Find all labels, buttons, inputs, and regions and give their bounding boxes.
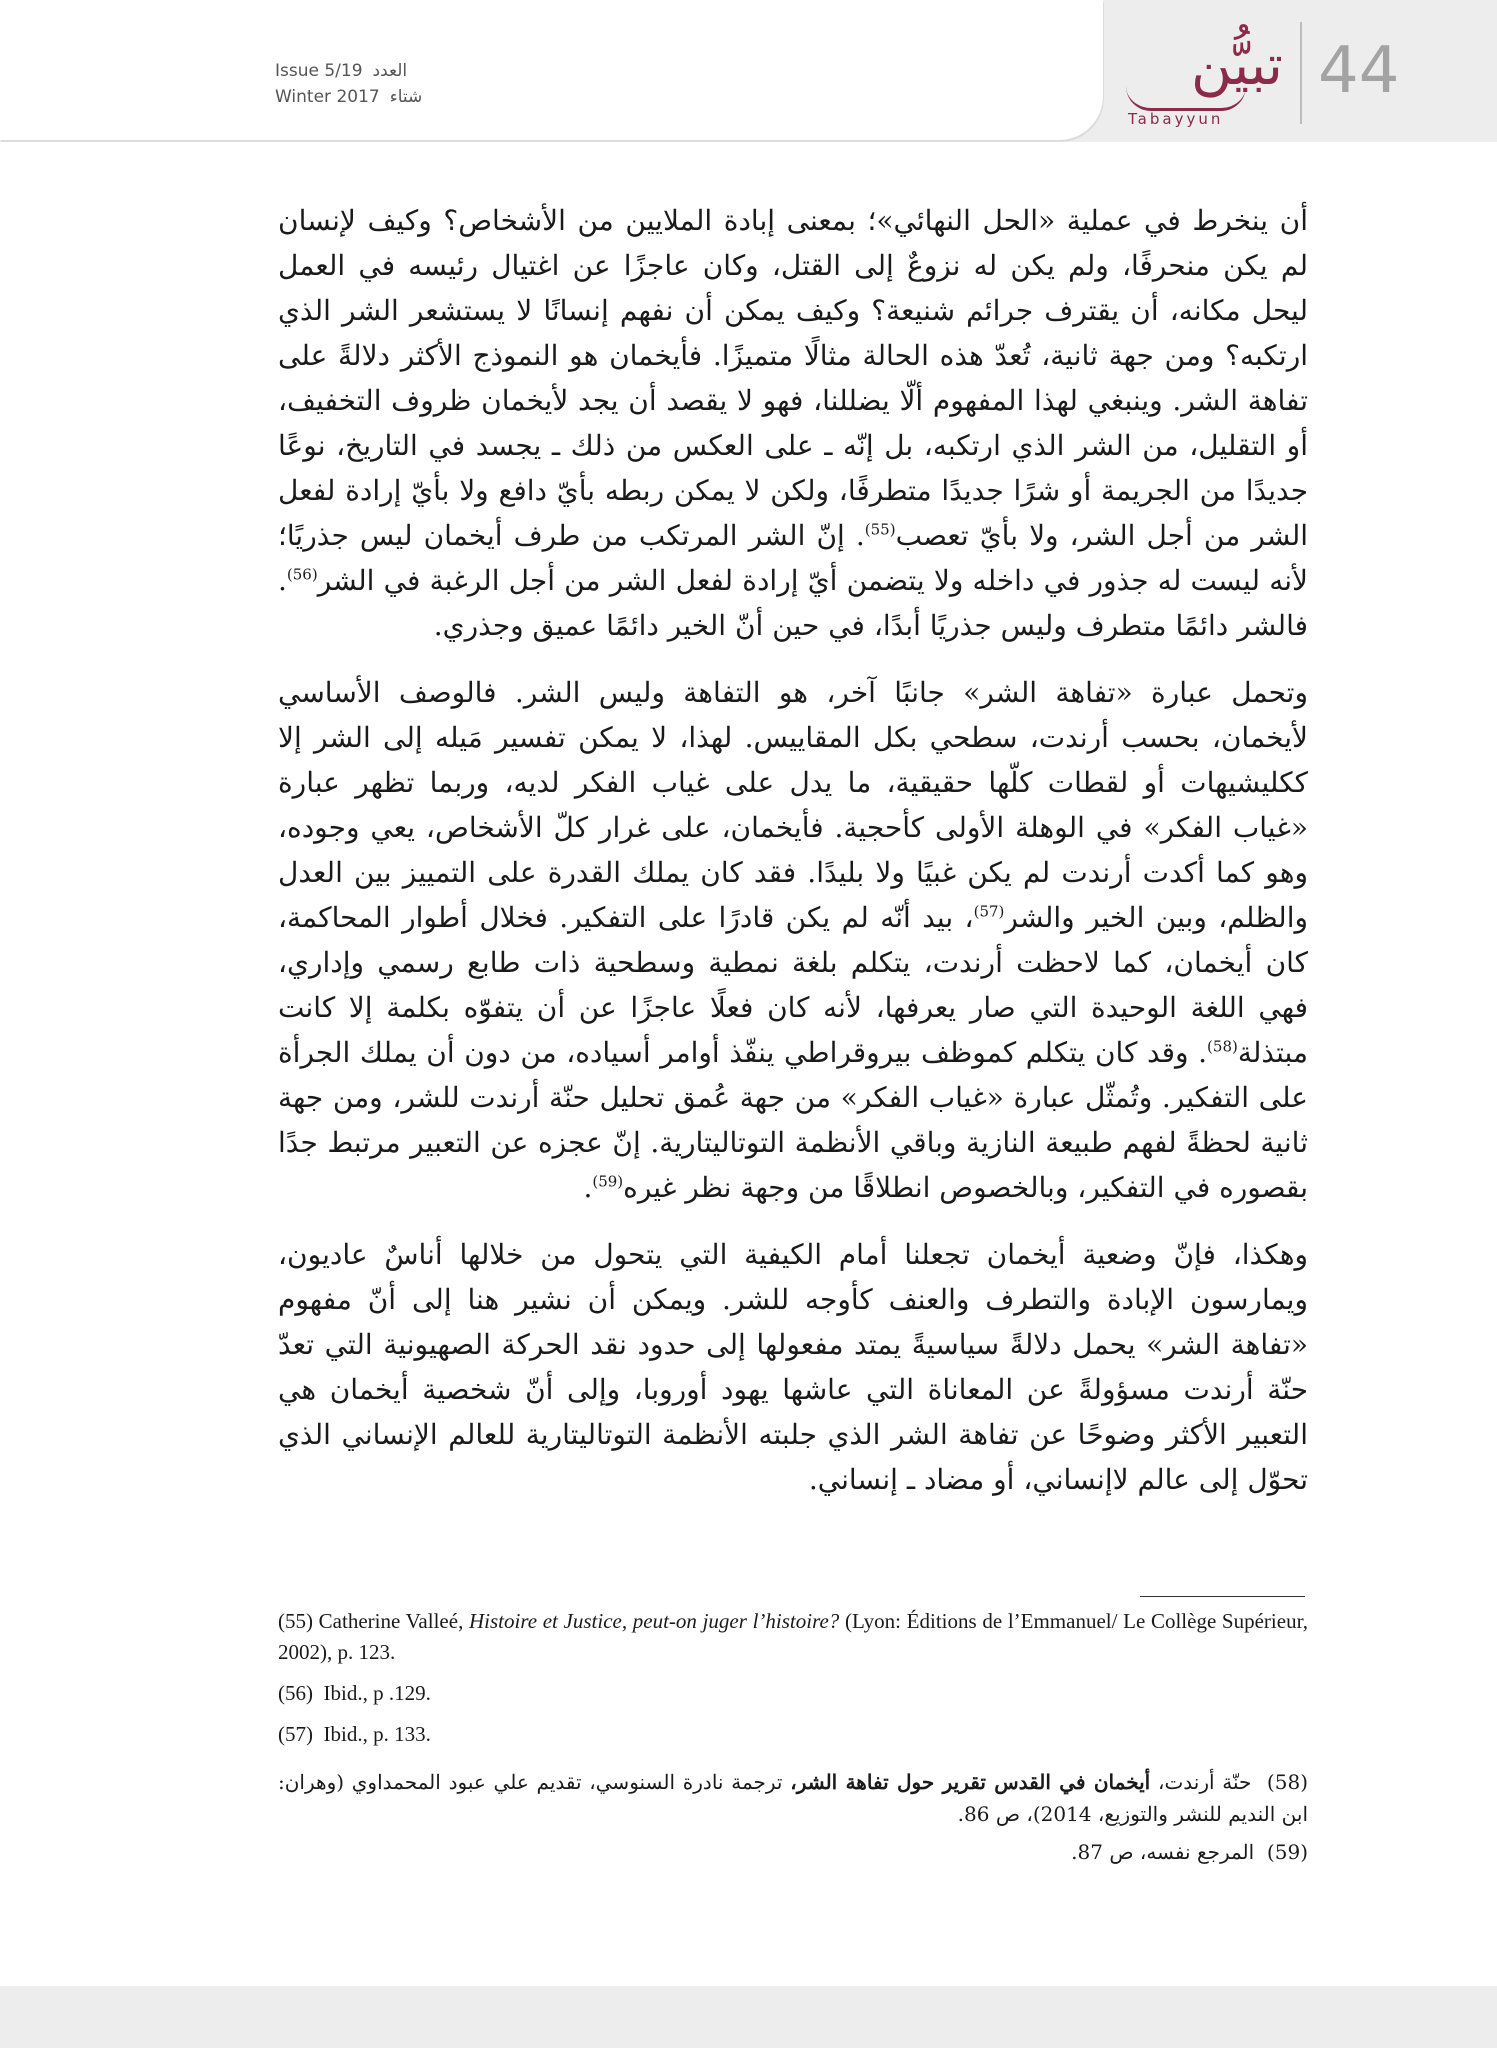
paragraph-2-text-b: ، بيد أنّه لم يكن قادرًا على التفكير. فخلال أطوار المحاكمة، كان أيخمان، كما لاحظت أرندت، يتكلم بلغة نمطية وسطحية ذات طابع رسمي وإداري، فهي اللغة الوحيدة التي صار يعرفها، لأنه كان فعلًا عاجزًا عن أن يتفوّه بكلمة إلا كانت مبتذلة <box>278 901 1308 1069</box>
footnote-57 <box>278 1719 1308 1750</box>
paragraph-2-text-c: . وقد كان يتكلم كموظف بيروقراطي ينفّذ أوامر أسياده، من دون أن يملك الجرأة على التفكير. وتُمثّل عبارة «غياب الفكر» من جهة عُمق تحليل حنّة أرندت للشر، ومن جهة ثانية لحظةً لفهم طبيعة النازية وباقي الأنظمة التوتاليتارية. إنّ عجزه عن التعبير مرتبط جدًا بقصوره في التفكير، وبالخصوص انطلاقًا من وجهة نظر غيره <box>278 1036 1308 1204</box>
footer-bar <box>0 1986 1497 2048</box>
footnotes-arabic <box>278 1766 1308 1874</box>
header-divider <box>1300 22 1302 124</box>
paragraph-1-text-a: أن ينخرط في عملية «الحل النهائي»؛ بمعنى إبادة الملايين من الأشخاص؟ وكيف لإنسان لم يكن منحرفًا، ولم يكن له نزوعٌ إلى القتل، وكان عاجزًا عن اغتيال رئيسه في العمل ليحل مكانه، أن يقترف جرائم شنيعة؟ وكيف يمكن أن نفهم إنسانًا لا يستشعر الشر الذي ارتكبه؟ ومن جهة ثانية، تُعدّ هذه الحالة مثالًا متميزًا. فأيخمان هو النموذج الأكثر دلالةً على تفاهة الشر. وينبغي لهذا المفهوم ألّا يضللنا، فهو لا يقصد أن يجد لأيخمان ظروف التخفيف، أو التقليل، من الشر الذي ارتكبه، بل إنّه ـ على العكس من ذلك ـ يجسد في التاريخ، نوعًا جديدًا من الجريمة أو شرًا جديدًا متطرفًا، ولكن لا يمكن ربطه بأيّ دافع ولا بأيّ إرادة لفعل الشر من أجل الشر، ولا بأيّ تعصب <box>278 204 1309 552</box>
footnote-number: (55) <box>278 1609 313 1633</box>
paragraph-2 <box>278 670 1308 1210</box>
paragraph-2-text-a: وتحمل عبارة «تفاهة الشر» جانبًا آخر، هو التفاهة وليس الشر. فالوصف الأساسي لأيخمان، بحسب أرندت، سطحي بكل المقاييس. لهذا، لا يمكن تفسير مَيله إلى الشر إلا ككليشيهات أو لقطات كلّها حقيقية، ما يدل على غياب الفكر لديه، وربما تظهر عبارة «غياب الفكر» في الوهلة الأولى كأحجية. فأيخمان، على غرار كلّ الأشخاص، يعي وجوده، وهو كما أكدت أرندت لم يكن غبيًا ولا بليدًا. فقد كان يملك القدرة على التمييز بين العدل والظلم، وبين الخير والشر <box>278 676 1308 934</box>
article-body <box>278 198 1308 1524</box>
footnote-text: Ibid., p .129. <box>323 1681 431 1705</box>
footnote-text: Ibid., p. 133. <box>323 1722 431 1746</box>
paragraph-1-text-c: . فالشر دائمًا متطرف وليس جذريًا أبدًا، في حين أنّ الخير دائمًا عميق وجذري. <box>278 564 1308 642</box>
footnote-title: أيخمان في القدس تقرير حول تفاهة الشر، <box>790 1770 1151 1794</box>
logo-latin: Tabayyun <box>1128 110 1224 128</box>
footnote-ref-57: (57) <box>973 902 1005 921</box>
logo-swash-icon <box>1126 86 1246 111</box>
journal-logo <box>1118 30 1293 130</box>
footnote-number: (57) <box>278 1722 313 1746</box>
footnote-title: Histoire et Justice, peut-on juger l’histoire? <box>469 1609 840 1633</box>
issue-info <box>275 58 435 110</box>
footnote-number: (58) <box>1266 1770 1308 1794</box>
footnote-59 <box>278 1836 1308 1868</box>
paragraph-2-text-d: . <box>583 1171 593 1204</box>
season-arabic: شتاء <box>389 87 423 107</box>
paragraph-3: وهكذا، فإنّ وضعية أيخمان تجعلنا أمام الكيفية التي يتحول من خلالها أناسٌ عاديون، ويمارسون الإبادة والتطرف والعنف كأوجه للشر. ويمكن أن نشير هنا إلى أنّ مفهوم «تفاهة الشر» يحمل دلالةً سياسيةً يمتد مفعولها إلى حدود نقد الحركة الصهيونية التي تعدّ حنّة أرندت مسؤولةً عن المعاناة التي عاشها يهود أوروبا، وإلى أنّ شخصية أيخمان هي التعبير الأكثر وضوحًا عن تفاهة الشر الذي جلبته الأنظمة التوتاليتارية للعالم الإنساني الذي تحوّل إلى عالم لاإنساني، أو مضاد ـ إنساني. <box>278 1238 1308 1496</box>
season-latin: Winter 2017 <box>275 87 380 107</box>
footnote-ref-55: (55) <box>864 520 896 539</box>
footnotes-latin <box>278 1606 1308 1760</box>
footnote-55 <box>278 1606 1308 1668</box>
header-card <box>0 0 1103 140</box>
footnote-56 <box>278 1678 1308 1709</box>
footnote-author: Catherine Valleé, <box>318 1609 464 1633</box>
footnote-number: (56) <box>278 1681 313 1705</box>
footnote-number: (59) <box>1266 1840 1308 1864</box>
footnote-ref-56: (56) <box>286 565 318 584</box>
season-line <box>275 84 435 110</box>
paragraph-1 <box>278 198 1308 648</box>
issue-arabic: العدد <box>372 61 408 81</box>
footnote-58 <box>278 1766 1308 1830</box>
issue-latin: Issue 5/19 <box>275 61 363 81</box>
footnote-publication: ترجمة نادرة السنوسي، تقديم علي عبود المحمداوي (وهران: ابن النديم للنشر والتوزيع، 2014)، ص 86. <box>278 1770 1308 1826</box>
page-number: 44 <box>1318 34 1400 108</box>
footnote-publication: (Lyon: Éditions de l’Emmanuel/ Le Collège Supérieur, 2002), p. 123. <box>278 1609 1308 1664</box>
paragraph-1-text-b: . إنّ الشر المرتكب من طرف أيخمان ليس جذريًا؛ لأنه ليست له جذور في داخله ولا يتضمن أيّ إرادة لفعل الشر من أجل الرغبة في الشر <box>278 519 1308 597</box>
logo-arabic: تبيُّن <box>1190 33 1283 98</box>
footnote-ref-58: (58) <box>1207 1037 1238 1056</box>
issue-line <box>275 58 435 84</box>
footnote-author: حنّة أرندت، <box>1157 1770 1252 1794</box>
footnote-ref-59: (59) <box>592 1172 624 1191</box>
footnote-divider <box>1140 1596 1305 1597</box>
footnote-text: المرجع نفسه، ص 87. <box>1071 1840 1255 1864</box>
